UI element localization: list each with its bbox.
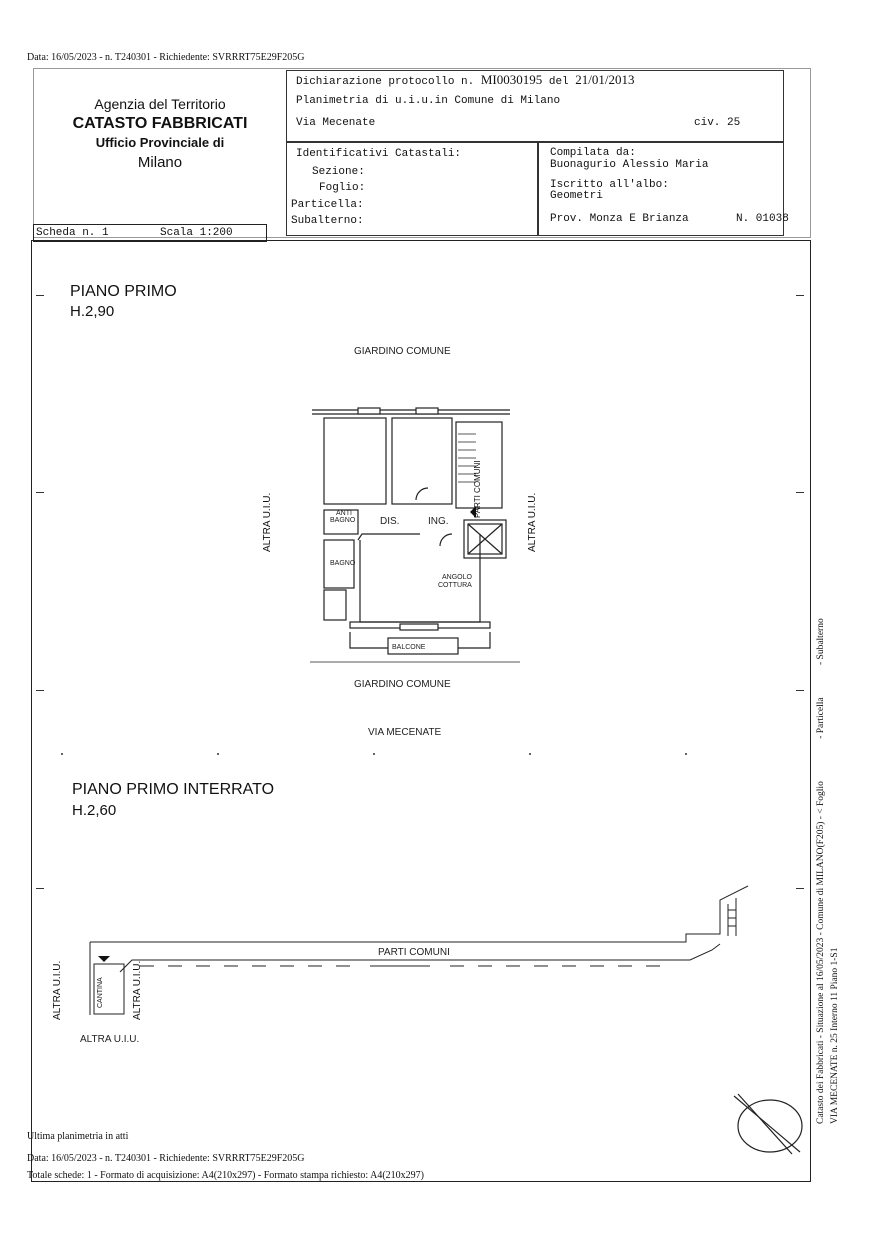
cottura-label: COTTURA <box>438 582 472 589</box>
protocol-label: Dichiarazione protocollo n. <box>296 76 475 88</box>
north-arrow-icon <box>730 1090 806 1156</box>
frame-tick <box>796 492 804 493</box>
particella-label: Particella: <box>291 199 364 211</box>
protocol-line <box>296 72 635 88</box>
bagno-label: BAGNO <box>330 560 356 567</box>
footer-line-2: Totale schede: 1 - Formato di acquisizione: A4(210x297) - Formato stampa richiesto: A4(210x297) <box>27 1170 424 1181</box>
compiler-label: Compilata da: <box>550 147 636 159</box>
albo-value: Geometri <box>550 190 603 202</box>
foglio-label: Foglio: <box>319 182 366 194</box>
frame-tick <box>36 690 44 691</box>
date-label: del <box>548 76 569 88</box>
frame-tick <box>36 492 44 493</box>
footer-ultima: Ultima planimetria in atti <box>27 1131 129 1142</box>
side-address-line: VIA MECENATE n. 25 Interno 11 Piano 1-S1 <box>830 947 840 1124</box>
address-line: Via Mecenate <box>296 117 376 129</box>
altra-uiu-basement-bottom: ALTRA U.I.U. <box>80 1034 140 1045</box>
floor-plan-first <box>300 400 530 665</box>
footer-line-1: Data: 16/05/2023 - n. T240301 - Richiedente: SVRRRT75E29F205G <box>27 1153 305 1164</box>
frame-tick <box>796 690 804 691</box>
subalterno-label: Subalterno: <box>291 215 364 227</box>
garden-top-label: GIARDINO COMUNE <box>354 346 451 357</box>
angolo-label: ANGOLO <box>442 574 472 581</box>
altra-uiu-basement-left: ALTRA U.I.U. <box>52 960 63 1020</box>
dots-row <box>50 750 810 760</box>
side-line-1: Catasto dei Fabbricati - Situazione al 16/05/2023 - Comune di MILANO(F205) - < Foglio <box>816 781 826 1124</box>
ufficio-label: Ufficio Provinciale di <box>95 135 225 150</box>
side-line-1b: - Particella <box>816 697 826 739</box>
balcone-label: BALCONE <box>392 644 426 651</box>
plan1-height: H.2,90 <box>70 303 115 320</box>
compiler-name: Buonagurio Alessio Maria <box>550 159 709 171</box>
altra-uiu-left: ALTRA U.I.U. <box>262 492 273 552</box>
scale-label: Scala 1:200 <box>160 227 233 239</box>
albo-label: Iscritto all'albo: <box>550 179 669 191</box>
parti-comuni-first: PARTI COMUNI <box>473 460 482 518</box>
protocol-number: MI0030195 <box>480 72 543 87</box>
drawing-frame <box>31 240 811 1182</box>
agency-block <box>40 96 280 171</box>
register-number: N. 01038 <box>736 213 789 225</box>
frame-tick <box>36 888 44 889</box>
civic-number: civ. 25 <box>694 117 741 129</box>
scheda-label: Scheda n. 1 <box>36 227 109 239</box>
anti-bagno-label: BAGNO <box>330 517 356 524</box>
altra-uiu-right: ALTRA U.I.U. <box>527 492 538 552</box>
frame-tick <box>796 295 804 296</box>
protocol-date: 21/01/2013 <box>575 72 635 87</box>
altra-uiu-basement-mid: ALTRA U.I.U. <box>132 960 143 1020</box>
frame-tick <box>796 888 804 889</box>
dis-label: DIS. <box>380 516 400 527</box>
cantina-label: CANTINA <box>97 977 104 1008</box>
street-label: VIA MECENATE <box>368 727 442 738</box>
sezione-label: Sezione: <box>312 166 365 178</box>
side-situation-line <box>816 618 826 1124</box>
catasto-title: CATASTO FABBRICATI <box>72 115 248 132</box>
side-line-1c: - Subalterno <box>816 618 826 665</box>
parti-comuni-basement: PARTI COMUNI <box>378 947 450 958</box>
plan2-title: PIANO PRIMO INTERRATO <box>72 781 275 798</box>
identifiers-title: Identificativi Catastali: <box>296 148 462 160</box>
garden-bottom-label: GIARDINO COMUNE <box>354 679 451 690</box>
province-label: Prov. Monza E Brianza <box>550 213 689 225</box>
agency-name: Agenzia del Territorio <box>94 96 226 112</box>
plan2-height: H.2,60 <box>72 802 117 819</box>
anti-label: ANTI <box>336 510 352 517</box>
planimetry-line: Planimetria di u.i.u.in Comune di Milano <box>296 95 561 107</box>
plan1-title: PIANO PRIMO <box>70 283 177 300</box>
city-name: Milano <box>137 154 183 171</box>
frame-tick <box>36 295 44 296</box>
header-line: Data: 16/05/2023 - n. T240301 - Richiedente: SVRRRT75E29F205G <box>27 52 305 63</box>
ing-label: ING. <box>428 516 449 527</box>
